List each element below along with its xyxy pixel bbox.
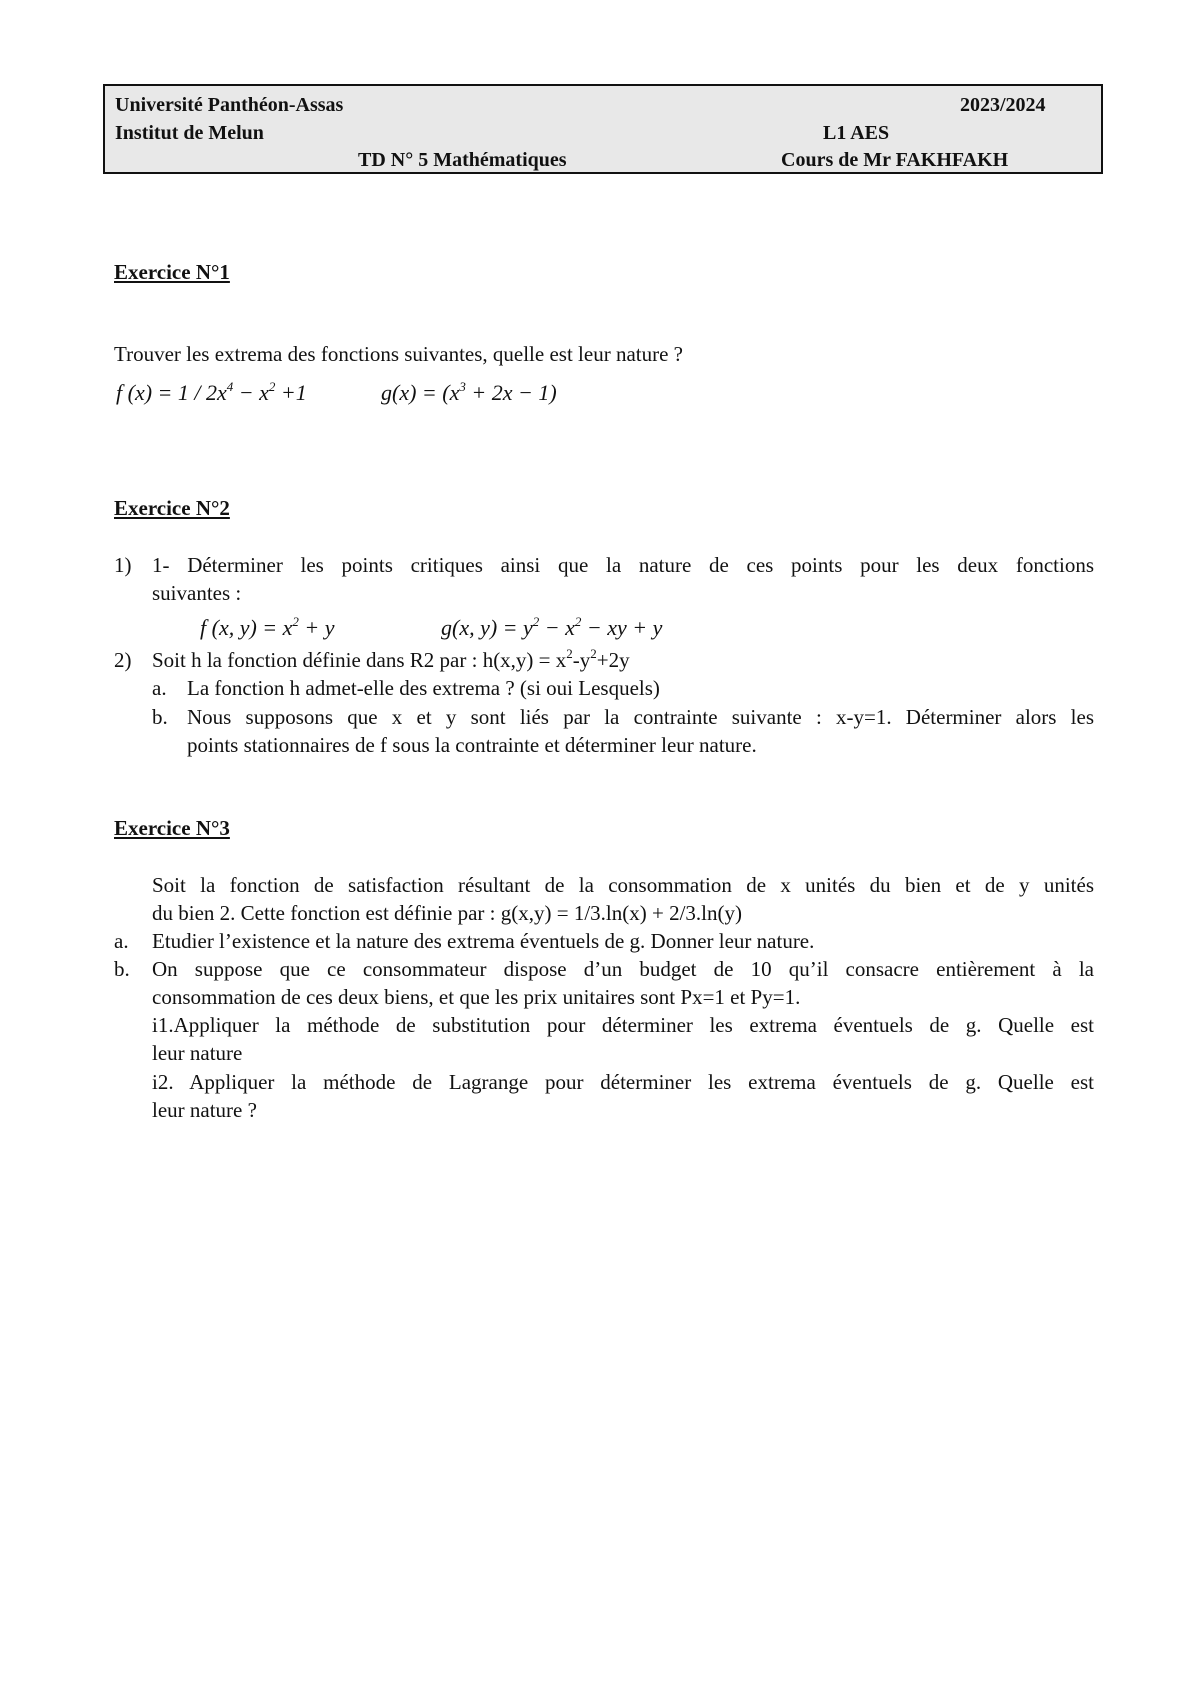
ex3-intro-line1: Soit la fonction de satisfaction résultant de la consommation de x unités du bien et de y unités (152, 873, 1094, 897)
list-number: 2) (114, 648, 132, 672)
exercise-1-title: Exercice N°1 (114, 260, 230, 284)
list-letter: b. (152, 705, 168, 729)
institute-name: Institut de Melun (115, 122, 264, 144)
list-letter: a. (152, 676, 167, 700)
ex3-item-b-line1: On suppose que ce consommateur dispose d’un budget de 10 qu’il consacre entièrement à la (152, 957, 1094, 981)
ex2-function-f: f (x, $y) = x^2 + y$ (200, 614, 335, 640)
exercise-3-title: Exercice N°3 (114, 816, 230, 840)
academic-year: 2023/2024 (960, 94, 1046, 116)
ex3-intro-line2: du bien 2. Cette fonction est définie par : g(x,y) = 1/3.ln(x) + 2/3.ln(y) (152, 901, 742, 925)
td-title: TD N° 5 Mathématiques (358, 149, 567, 171)
list-letter: b. (114, 957, 130, 981)
ex3-item-b-line2: consommation de ces deux biens, et que les prix unitaires sont Px=1 et Py=1. (152, 985, 801, 1009)
ex3-i2-line1: i2. Appliquer la méthode de Lagrange pour déterminer les extrema éventuels de g. Quelle est (152, 1070, 1094, 1094)
ex1-function-f: f $(x) = 1 / 2x^4 - x^2 +1$ (116, 379, 307, 405)
ex3-i1-line1: i1.Appliquer la méthode de substitution pour déterminer les extrema éventuels de g. Quelle est (152, 1013, 1094, 1037)
ex3-i2-line2: leur nature ? (152, 1098, 257, 1122)
list-letter: a. (114, 929, 129, 953)
ex2-item-b-line2: points stationnaires de f sous la contrainte et déterminer leur nature. (187, 733, 757, 757)
list-number: 1) (114, 553, 132, 577)
exercise-1-text: Trouver les extrema des fonctions suivantes, quelle est leur nature ? (114, 342, 683, 366)
ex2-item-b-line1: Nous supposons que x et y sont liés par la contrainte suivante : x-y=1. Déterminer alors les (187, 705, 1094, 729)
ex2-item1-line1: 1- Déterminer les points critiques ainsi que la nature de ces points pour les deux fonctions (152, 553, 1094, 577)
ex2-item2-text: Soit h la fonction définie dans R2 par : $h(x,y) = x^2-y^2+2y$ (152, 646, 630, 672)
document-header (103, 84, 1103, 174)
exercise-2-title: Exercice N°2 (114, 496, 230, 520)
ex3-i1-line2: leur nature (152, 1041, 243, 1065)
ex2-function-g: g(x, $y) = y^2 - x^2$ − xy + y (441, 614, 663, 640)
ex2-item1-line2: suivantes : (152, 581, 242, 605)
university-name: Université Panthéon-Assas (115, 94, 344, 116)
ex2-item-a: La fonction h admet-elle des extrema ? (si oui Lesquels) (187, 676, 660, 700)
ex3-item-a: Etudier l’existence et la nature des extrema éventuels de g. Donner leur nature. (152, 929, 815, 953)
ex1-function-g: $g(x) = (x^3 + 2x - 1)$ (381, 379, 557, 405)
teacher-name: Cours de Mr FAKHFAKH (781, 149, 1009, 171)
course-level: L1 AES (823, 122, 890, 144)
